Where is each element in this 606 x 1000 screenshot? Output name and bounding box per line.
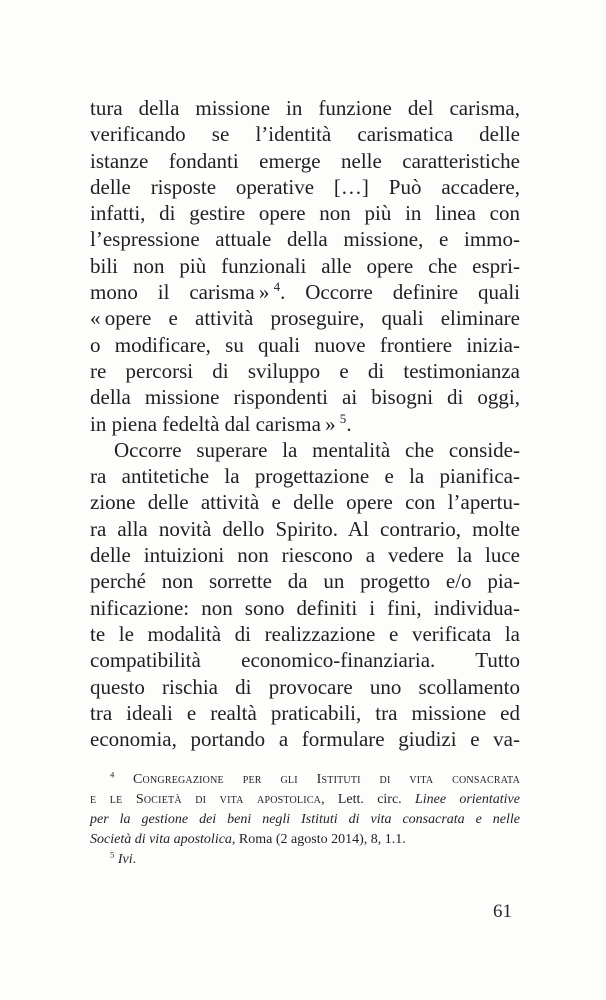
text-line	[90, 121, 520, 147]
text-line	[90, 770, 520, 790]
text-line	[90, 516, 520, 542]
text-line	[90, 595, 520, 621]
text-segment-normal: questo rischia di provocare uno scollamento	[90, 674, 520, 699]
text-line	[90, 279, 520, 305]
text-segment-normal: « opere e attività proseguire, quali eliminare	[90, 306, 520, 331]
text-segment-sup: 5	[110, 849, 115, 860]
text-segment-normal: della missione rispondenti ai bisogni di oggi,	[90, 385, 520, 410]
text-segment-normal: , Lett. circ.	[321, 792, 415, 808]
text-line	[90, 790, 520, 810]
text-line	[90, 226, 520, 252]
text-segment-smallcaps: e le Società di vita apostolica	[90, 792, 322, 808]
text-segment-normal: .	[346, 411, 352, 436]
text-line	[90, 332, 520, 358]
text-segment-normal: verificando se l’identità carismatica delle	[90, 122, 520, 147]
text-segment-normal: tra ideali e realtà praticabili, tra missione ed	[90, 700, 520, 725]
footnotes-block	[90, 770, 520, 870]
text-line	[90, 305, 520, 331]
text-segment-normal: delle risposte operative […] Può accadere,	[90, 174, 520, 199]
text-segment-normal: infatti, di gestire opere non più in linea con	[90, 201, 520, 226]
text-segment-normal: re percorsi di sviluppo e di testimonianza	[90, 358, 520, 383]
text-segment-normal: . Occorre definire quali	[280, 280, 520, 305]
text-segment-italic: Società di vita apostolica	[90, 832, 232, 848]
paragraph-second	[90, 437, 520, 753]
text-line	[90, 200, 520, 226]
paragraph-continuation	[90, 95, 520, 437]
text-line	[90, 726, 520, 752]
text-line	[90, 411, 520, 437]
text-line	[90, 358, 520, 384]
text-line	[90, 810, 520, 830]
text-segment-normal: o modificare, su quali nuove frontiere inizia-	[90, 332, 520, 357]
body-text	[90, 95, 520, 752]
text-segment-normal: .	[132, 852, 137, 868]
text-line	[90, 174, 520, 200]
text-line	[90, 700, 520, 726]
text-line	[90, 830, 520, 850]
text-segment-normal: istanze fondanti emerge nelle caratteristiche	[90, 148, 520, 173]
text-line	[90, 647, 520, 673]
text-segment-normal: tura della missione in funzione del carisma,	[90, 96, 520, 120]
text-line	[90, 568, 520, 594]
text-segment-normal: , Roma (2 agosto 2014), 8, 1.1.	[231, 832, 406, 848]
text-line	[90, 437, 520, 463]
text-segment-sup: 5	[339, 410, 347, 426]
text-segment-normal: zione delle attività e delle opere con l’apertu-	[90, 490, 520, 515]
text-line	[90, 463, 520, 489]
text-segment-normal: te le modalità di realizzazione e verificata la	[90, 621, 520, 646]
text-line	[90, 95, 520, 121]
text-segment-italic: Ivi	[117, 852, 133, 868]
text-line	[90, 253, 520, 279]
page-text-column	[90, 95, 520, 923]
text-segment-normal: economia, portando a formulare giudizi e va-	[90, 727, 520, 752]
text-line	[90, 542, 520, 568]
text-segment-normal: perché non sorrette da un progetto e/o pia-	[90, 569, 520, 594]
text-segment-sup: 4	[110, 769, 115, 780]
text-segment-italic: per la gestione dei beni negli Istituti di vita consacrata e nelle	[90, 812, 520, 828]
text-segment-normal: ra alla novità dello Spirito. Al contrario, molte	[90, 516, 520, 541]
text-segment-sup: 4	[273, 279, 281, 295]
text-segment-smallcaps: Congregazione per gli Istituti di vita consacrata	[133, 772, 520, 788]
text-line	[90, 850, 520, 870]
text-segment-normal	[114, 772, 133, 787]
text-line	[90, 674, 520, 700]
text-line	[90, 621, 520, 647]
text-segment-normal: delle intuizioni non riescono a vedere la luce	[90, 543, 520, 568]
text-segment-italic: Linee orientative	[414, 792, 520, 808]
text-segment-normal: Occorre superare la mentalità che conside-	[114, 437, 520, 462]
text-line	[90, 489, 520, 515]
text-segment-normal: ra antitetiche la progettazione e la pianifica-	[90, 464, 520, 489]
text-segment-normal: nificazione: non sono definiti i fini, individua-	[90, 595, 520, 620]
text-line	[90, 148, 520, 174]
text-segment-normal: bili non più funzionali alle opere che espri-	[90, 253, 520, 278]
text-segment-normal: l’espressione attuale della missione, e immo-	[90, 227, 520, 252]
page-number: 61	[493, 901, 512, 923]
text-segment-normal: compatibilità economico-finanziaria. Tutto	[90, 648, 520, 673]
text-segment-normal: mono il carisma »	[90, 280, 274, 305]
text-segment-normal: in piena fedeltà dal carisma »	[90, 411, 340, 436]
text-line	[90, 384, 520, 410]
